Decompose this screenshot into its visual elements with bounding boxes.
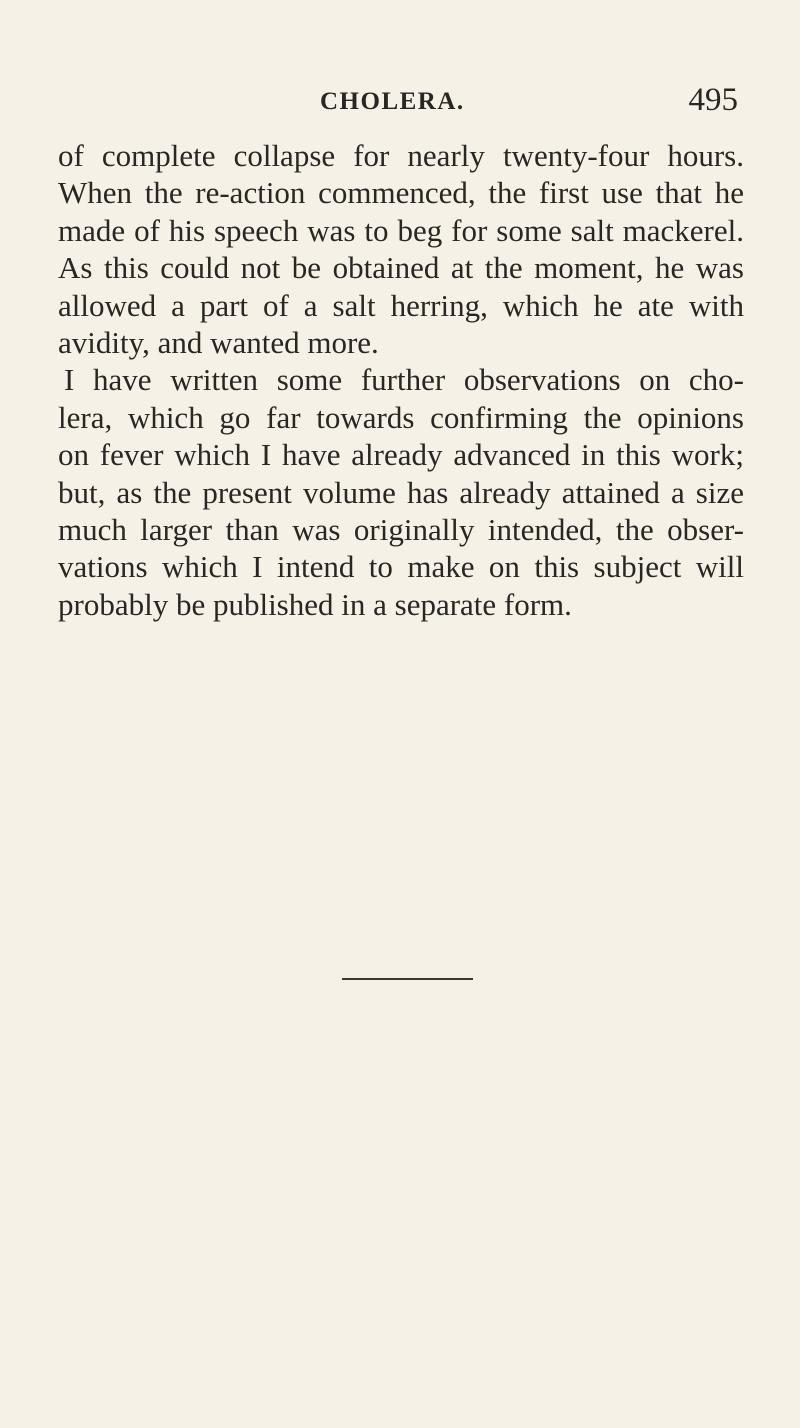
text-line: I have written some further observations on cho- [64,362,744,398]
paragraph-1 [58,137,744,361]
text-line: allowed a part of a salt herring, which he ate with [58,287,744,323]
text-line: As this could not be obtained at the moment, he was [58,250,744,286]
page-number: 495 [688,82,738,118]
text-line: made of his speech was to beg for some salt mackerel. [58,212,744,248]
body-text [58,137,744,623]
closing-rule [342,978,473,980]
text-line: of complete collapse for nearly twenty-four hours. [58,138,744,173]
page-header [0,82,800,128]
text-line: much larger than was originally intended, the obser- [58,511,744,547]
running-head: CHOLERA. [320,88,465,115]
text-line: but, as the present volume has already attained a size [58,474,744,510]
text-line: probably be published in a separate form. [58,586,572,622]
text-line: avidity, and wanted more. [58,324,379,360]
text-line: When the re-action commenced, the first use that he [58,175,744,211]
text-line: vations which I intend to make on this subject will [58,549,744,585]
text-line: lera, which go far towards confirming the opinions [58,399,744,435]
paragraph-2 [58,361,744,623]
text-line: on fever which I have already advanced in this work; [58,437,744,473]
